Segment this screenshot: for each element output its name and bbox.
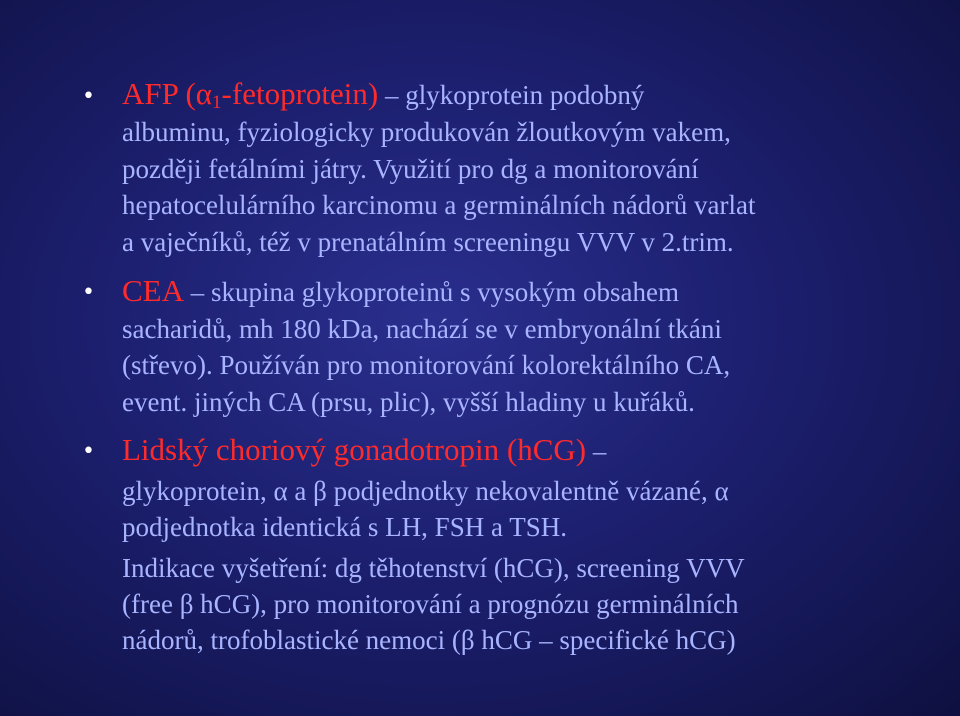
cea-heading: CEA: [122, 273, 184, 308]
hcg-line-5: nádorů, trofoblastické nemoci (β hCG – specifické hCG): [122, 625, 736, 655]
afp-line-4: a vaječníků, též v prenatálním screeningu VVV v 2.trim.: [122, 227, 734, 257]
dash: –: [384, 80, 399, 110]
bullet-marker: •: [82, 280, 95, 305]
dash: –: [592, 436, 607, 466]
afp-line-1: albuminu, fyziologicky produkován žloutkovým vakem,: [122, 117, 731, 147]
cea-line-1: sacharidů, mh 180 kDa, nachází se v embryonální tkáni: [122, 314, 722, 344]
bullet-marker: •: [82, 439, 95, 464]
hcg-line-1: glykoprotein, α a β podjednotky nekovalentně vázané, α: [122, 476, 729, 506]
cea-line-2: (střevo). Používán pro monitorování kolorektálního CA,: [122, 350, 731, 380]
afp-text: glykoprotein podobný: [405, 80, 645, 110]
cea-heading-line: [122, 275, 942, 306]
hcg-heading: Lidský choriový gonadotropin (hCG): [122, 432, 587, 467]
cea-line-3: event. jiných CA (prsu, plic), vyšší hladiny u kuřáků.: [122, 387, 695, 417]
afp-line-3: hepatocelulárního karcinomu a germinálních nádorů varlat: [122, 190, 756, 220]
afp-heading: AFP $(\alpha_1-fetoprotein)$: [122, 76, 379, 113]
dash: –: [190, 277, 205, 307]
afp-line-2: později fetálními játry. Využití pro dg a monitorování: [122, 154, 699, 184]
cea-text: skupina glykoproteinů s vysokým obsahem: [211, 277, 679, 307]
afp-heading-line: [122, 78, 942, 112]
hcg-line-4: (free β hCG), pro monitorování a prognózu germinálních: [122, 589, 739, 619]
hcg-line-3: Indikace vyšetření: dg těhotenství (hCG), screening VVV: [122, 553, 745, 583]
bullet-marker: •: [82, 84, 95, 109]
hcg-heading-line: [122, 434, 942, 465]
hcg-line-2: podjednotka identická s LH, FSH a TSH.: [122, 512, 567, 542]
